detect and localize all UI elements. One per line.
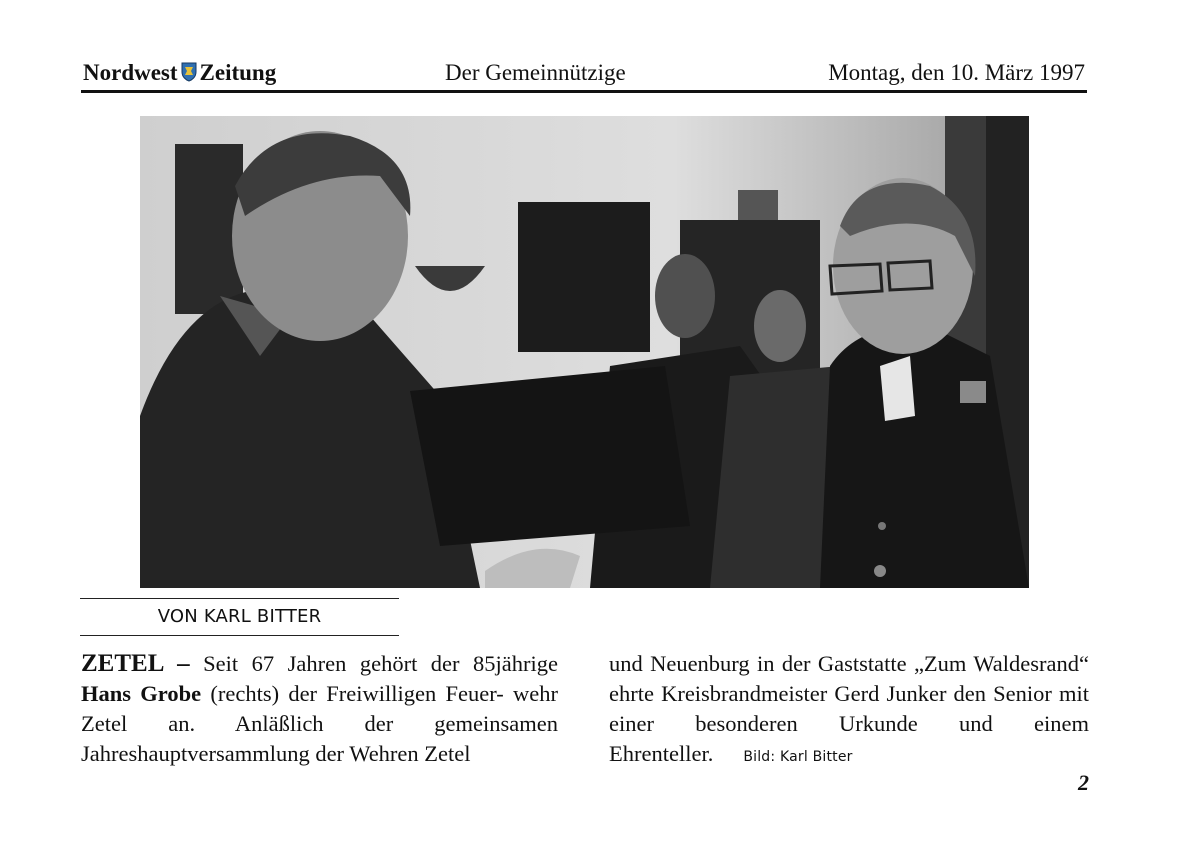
coat-of-arms-icon bbox=[181, 62, 197, 88]
newspaper-masthead bbox=[83, 60, 276, 88]
section-title: Der Gemeinnützige bbox=[445, 60, 626, 85]
photo-image bbox=[140, 116, 1029, 588]
issue-date: Montag, den 10. März 1997 bbox=[828, 60, 1085, 85]
article-photo bbox=[140, 116, 1029, 588]
person-name: Hans Grobe bbox=[81, 681, 202, 706]
masthead-left: Nordwest bbox=[83, 60, 178, 85]
article-dateline: ZETEL – bbox=[81, 650, 190, 677]
page-number: 2 bbox=[1078, 770, 1089, 795]
header-rule bbox=[81, 90, 1087, 93]
article-column-1 bbox=[81, 649, 558, 769]
article-column-2 bbox=[609, 649, 1089, 772]
photo-credit: Bild: Karl Bitter bbox=[743, 749, 853, 765]
byline-rule-top bbox=[80, 598, 399, 599]
article-text-1: Seit 67 Jahren gehört der 85jährige bbox=[203, 651, 559, 676]
article-text-3: und Neuenburg in der Gaststatte „Zum Waldesrand“ ehrte Kreisbrandmeister Gerd Junker den Senior mit einer besonderen Urkunde und einem Ehrenteller. bbox=[609, 651, 1089, 766]
masthead-right: Zeitung bbox=[199, 60, 277, 85]
page-header bbox=[83, 58, 1087, 88]
byline: VON KARL BITTER bbox=[157, 606, 322, 627]
byline-rule-bottom bbox=[80, 635, 399, 636]
article-text-2: (rechts) der Freiwilligen Feuer- wehr Zetel an. Anläßlich der gemeinsamen Jahreshauptversammlung der Wehren Zetel bbox=[81, 681, 559, 766]
